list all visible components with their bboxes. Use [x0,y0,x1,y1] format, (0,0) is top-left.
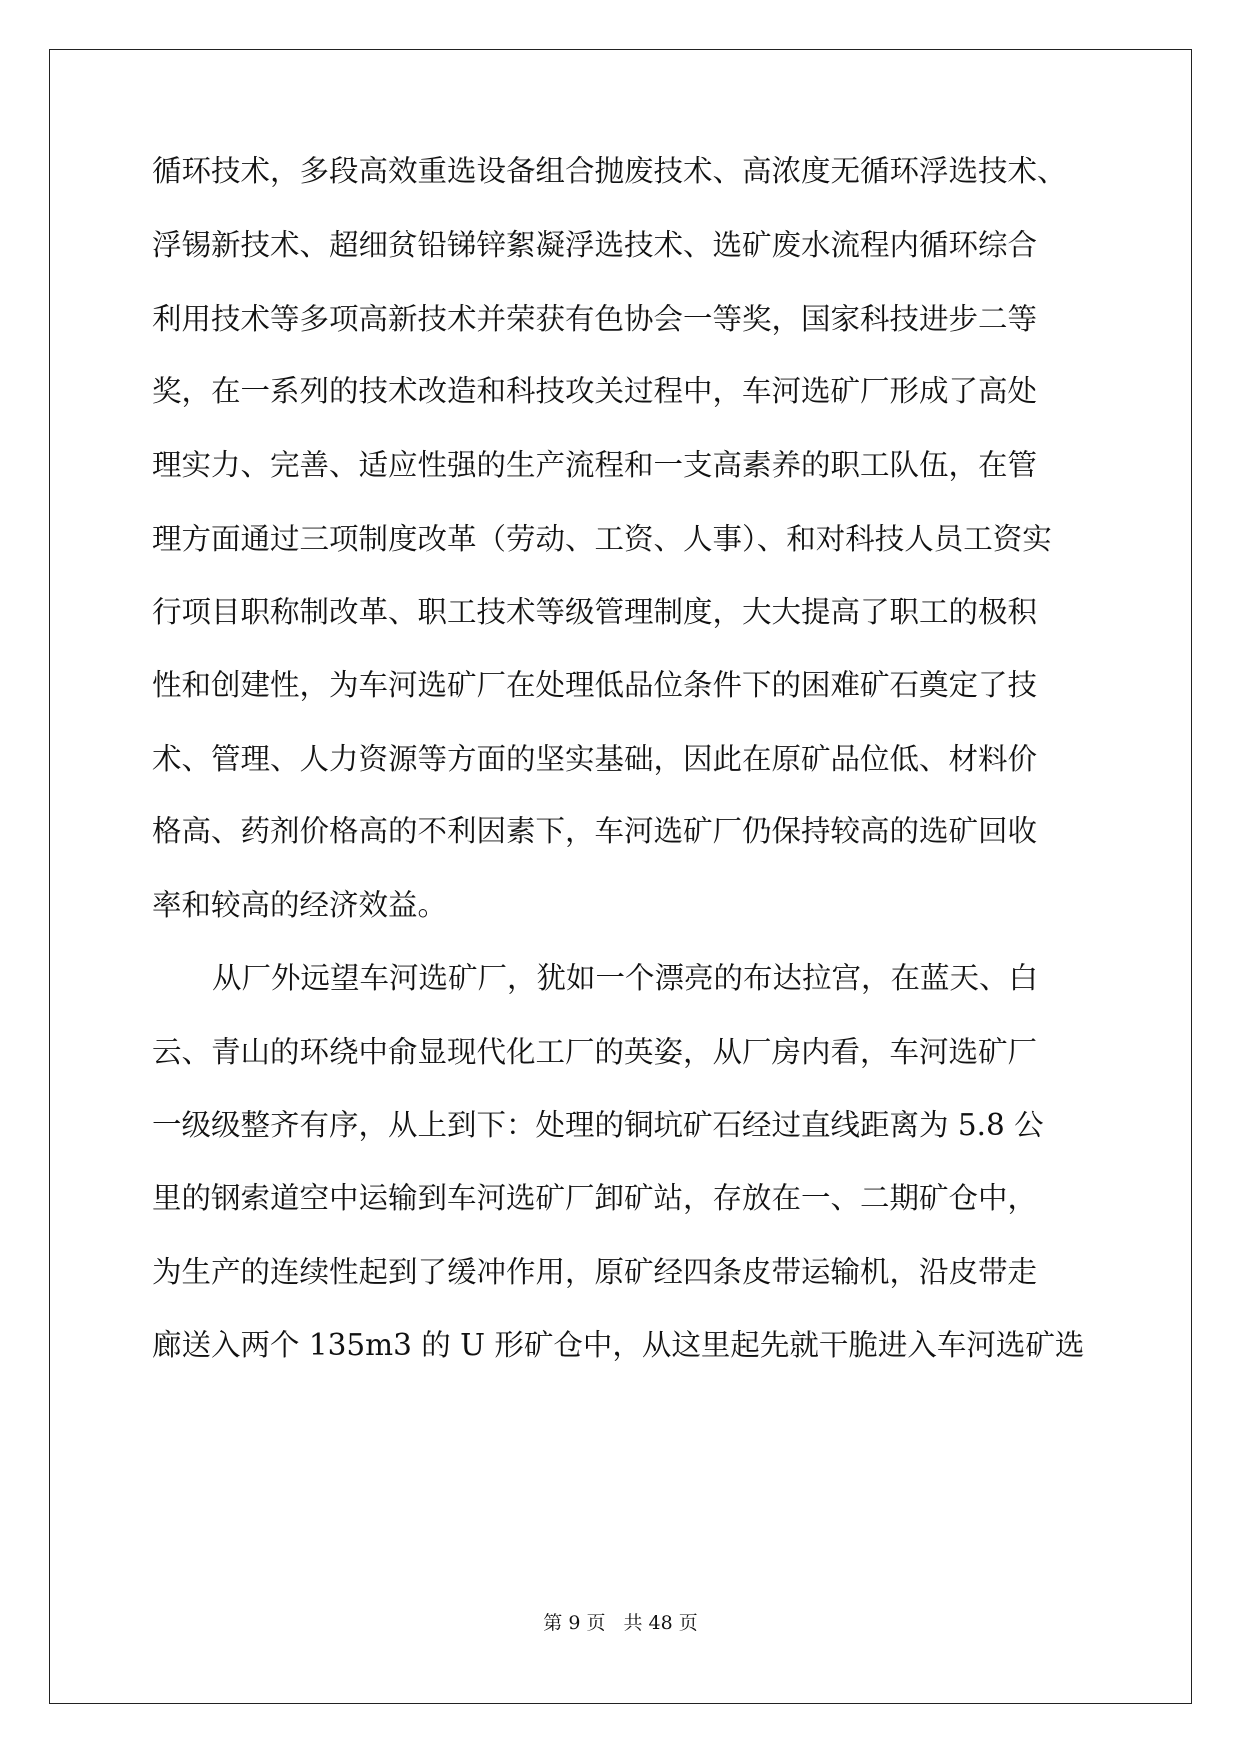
text-line: 里的钢索道空中运输到车河选矿厂卸矿站，存放在一、二期矿仓中， [152,1181,1038,1215]
page-footer [0,1611,1241,1635]
text-line: 行项目职称制改革、职工技术等级管理制度，大大提高了职工的极积 [152,595,1038,629]
text-line: 一级级整齐有序，从上到下：处理的铜坑矿石经过直线距离为 5.8 公 [152,1108,1044,1142]
page-total: 共 48 页 [623,1612,698,1634]
text-line: 浮锡新技术、超细贫铅锑锌絮凝浮选技术、选矿废水流程内循环综合 [152,228,1038,262]
text-line: 利用技术等多项高新技术并荣获有色协会一等奖，国家科技进步二等 [152,302,1038,336]
text-line: 为生产的连续性起到了缓冲作用，原矿经四条皮带运输机，沿皮带走 [152,1255,1038,1289]
paragraph-first-line: 从厂外远望车河选矿厂，犹如一个漂亮的布达拉宫，在蓝天、白 [212,961,1039,995]
text-line: 性和创建性，为车河选矿厂在处理低品位条件下的困难矿石奠定了技 [152,668,1038,702]
text-line: 廊送入两个 135m3 的 U 形矿仓中，从这里起先就干脆进入车河选矿选 [152,1328,1085,1362]
text-line: 术、管理、人力资源等方面的坚实基础，因此在原矿品位低、材料价 [152,742,1038,776]
text-line: 理实力、完善、适应性强的生产流程和一支高素养的职工队伍，在管 [152,448,1038,482]
page-border [49,49,1192,1704]
text-line: 格高、药剂价格高的不利因素下，车河选矿厂仍保持较高的选矿回收 [152,814,1038,848]
text-line: 理方面通过三项制度改革（劳动、工资、人事）、和对科技人员工资实 [152,522,1052,556]
text-line: 率和较高的经济效益。 [152,888,448,922]
text-line: 奖，在一系列的技术改造和科技攻关过程中，车河选矿厂形成了高处 [152,374,1038,408]
text-line: 云、青山的环绕中俞显现代化工厂的英姿，从厂房内看，车河选矿厂 [152,1035,1038,1069]
page-number: 第 9 页 [543,1612,606,1634]
text-line: 循环技术，多段高效重选设备组合抛废技术、高浓度无循环浮选技术、 [152,154,1067,188]
